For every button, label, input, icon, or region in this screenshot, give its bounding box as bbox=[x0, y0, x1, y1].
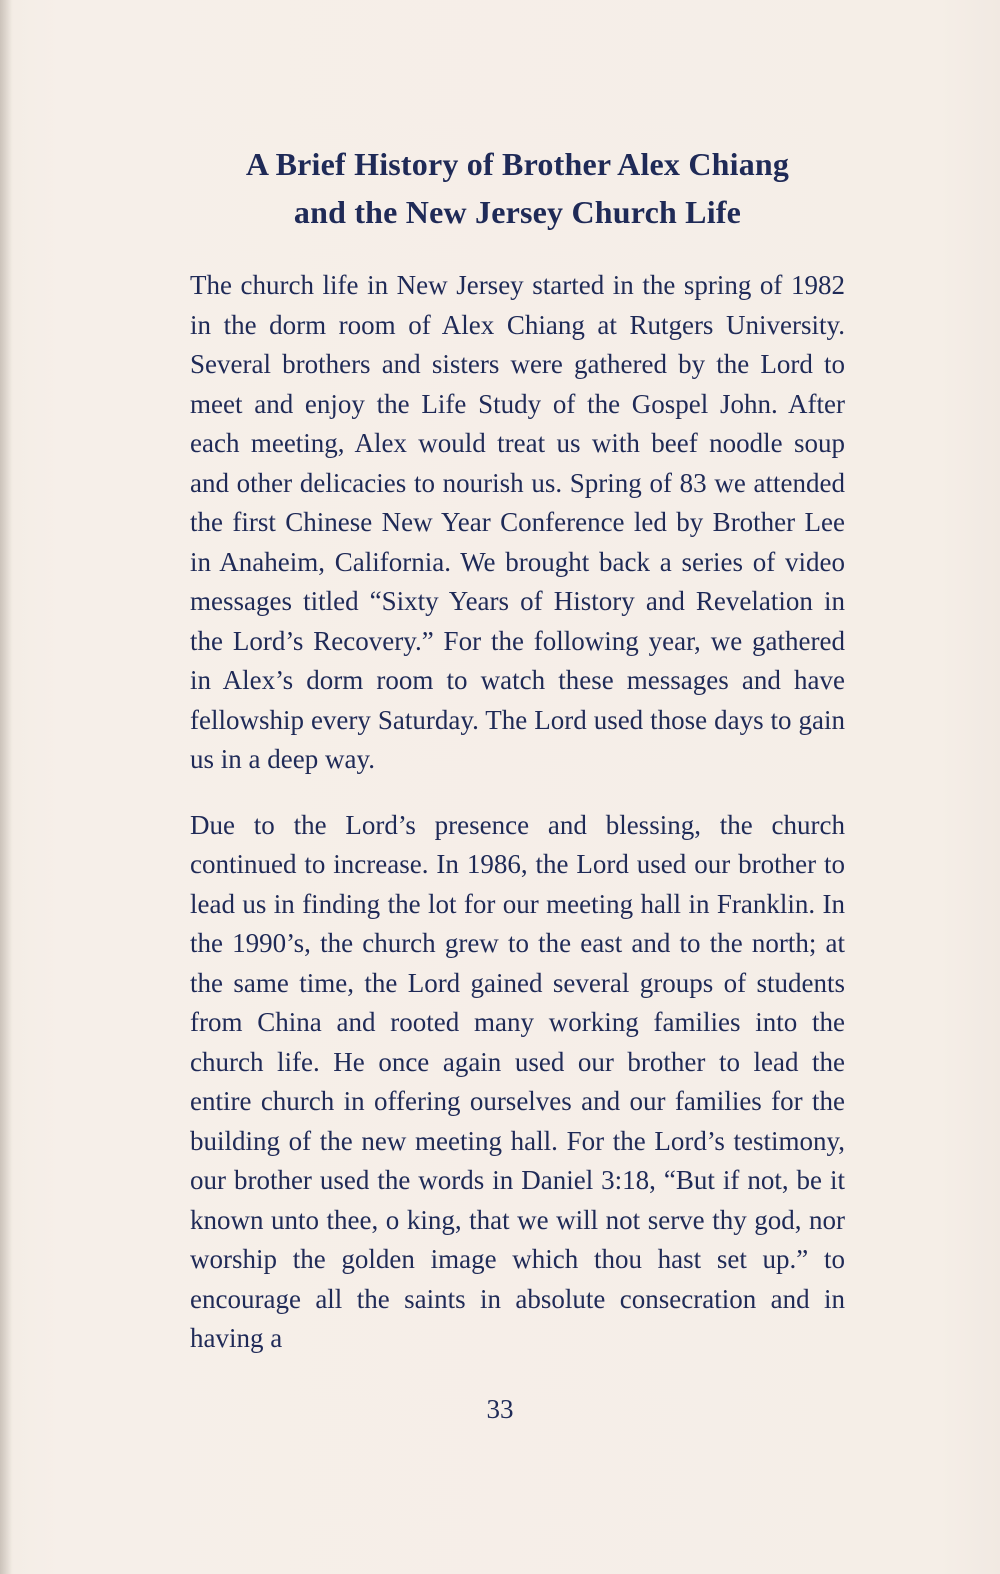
title-line-2: and the New Jersey Church Life bbox=[293, 194, 742, 230]
title-line-1: A Brief History of Brother Alex Chiang bbox=[245, 146, 790, 182]
paragraph-2: Due to the Lord’s presence and blessing, the church continued to increase. In 1986, the Lord used our brother to lead us in finding the lot for our meeting hall in Franklin. In the 1990’s, the church grew to the east and to the north; at the same time, the Lord gained several groups of students from China and rooted many working families into the church life. He once again used our brother to lead the entire church in offering ourselves and our families for the building of the new meeting hall. For the Lord’s testimony, our brother used the words in Daniel 3:18, “But if not, be it known unto thee, o king, that we will not serve thy god, nor worship the golden image which thou hast set up.” to encourage all the saints in absolute consecration and in having a bbox=[190, 809, 845, 1353]
page-content bbox=[190, 140, 845, 1385]
gutter-shadow bbox=[0, 0, 12, 1574]
page-title bbox=[190, 140, 845, 236]
page-number: 33 bbox=[486, 1394, 514, 1424]
paragraph-1: The church life in New Jersey started in the spring of 1982 in the dorm room of Alex Chiang at Rutgers University. Several brothers and sisters were gathered by the Lord to meet and enjoy the Life Study of the Gospel John. After each meeting, Alex would treat us with beef noodle soup and other delicacies to nourish us. Spring of 83 we attended the first Chinese New Year Conference led by Brother Lee in Anaheim, California. We brought back a series of video messages titled “Sixty Years of History and Revelation in the Lord’s Recovery.” For the following year, we gathered in Alex’s dorm room to watch these messages and have fellowship every Saturday. The Lord used those days to gain us in a deep way. bbox=[190, 270, 845, 774]
